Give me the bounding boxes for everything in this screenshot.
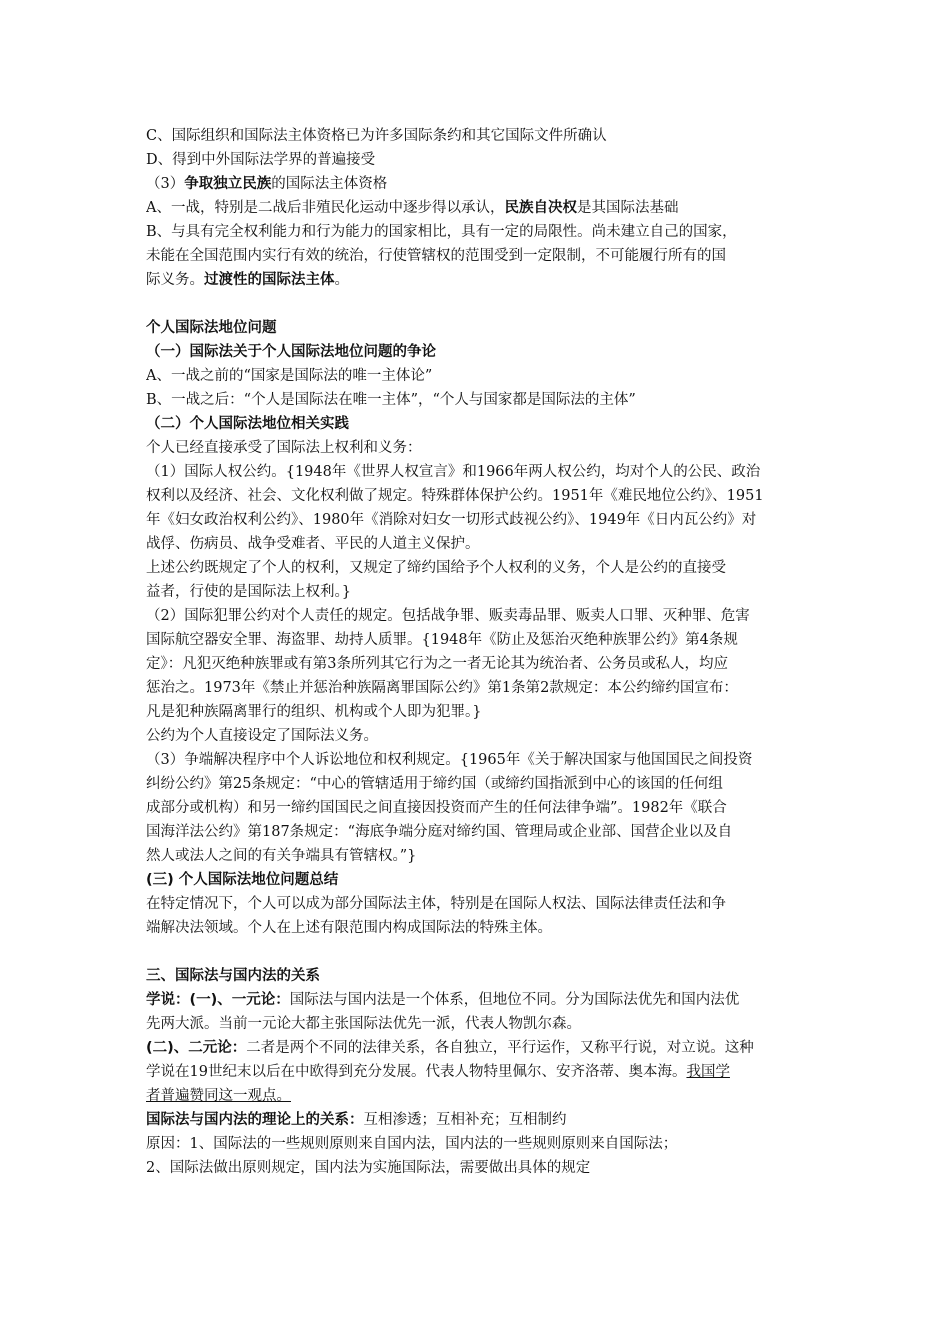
- line-text: 年《妇女政治权利公约》、1980年《消除对妇女一切形式歧视公约》、1949年《日内瓦公约》对: [146, 512, 757, 528]
- line-text: 惩治之。1973年《禁止并惩治种族隔离罪国际公约》第1条第2款规定：本公约缔约国宣布：: [146, 680, 738, 696]
- text-line: [146, 892, 810, 916]
- line-text: A、一战之前的“国家是国际法的唯一主体论”: [146, 368, 433, 384]
- line-text: 二者是两个不同的法律关系，各自独立，平行运作，又称平行说，对立说。这种: [246, 1040, 754, 1056]
- line-text: 战俘、伤病员、战争受难者、平民的人道主义保护。: [146, 536, 480, 552]
- line-text: 的国际法主体资格: [271, 176, 388, 192]
- text-line: [146, 748, 810, 772]
- line-text: 凡是犯种族隔离罪行的组织、机构或个人即为犯罪。}: [146, 704, 482, 720]
- text-line: [146, 148, 810, 172]
- text-line: [146, 580, 810, 604]
- line-text: 原因：1、国际法的一些规则原则来自国内法，国内法的一些规则原则来自国际法；: [146, 1136, 678, 1152]
- line-text: 国际航空器安全罪、海盗罪、劫持人质罪。{1948年《防止及惩治灭绝种族罪公约》第4条规: [146, 632, 738, 648]
- text-line: [146, 676, 810, 700]
- text-line: [146, 820, 810, 844]
- line-text: 定》：凡犯灭绝种族罪或有第3条所列其它行为之一者无论其为统治者、公务员或私人，均应: [146, 656, 728, 672]
- line-text: 然人或法人之间的有关争端具有管辖权。”}: [146, 848, 417, 864]
- text-line: [146, 124, 810, 148]
- section-heading: 个人国际法地位问题: [146, 320, 277, 336]
- text-line: [146, 1156, 810, 1180]
- bold-text: 国际法与国内法的理论上的关系：: [146, 1112, 364, 1128]
- text-line: [146, 1012, 810, 1036]
- bold-text: 争取独立民族: [184, 176, 272, 192]
- line-text: （3）: [146, 176, 185, 192]
- text-line: [146, 508, 810, 532]
- text-line: [146, 532, 810, 556]
- text-line: [146, 724, 810, 748]
- text-line: [146, 1060, 810, 1084]
- bold-text: (二)、二元论：: [146, 1040, 247, 1056]
- line-text: 纠纷公约》第25条规定：“中心的管辖适用于缔约国（或缔约国指派到中心的该国的任何组: [146, 776, 723, 792]
- text-line: [146, 1108, 810, 1132]
- line-text: （3）争端解决程序中个人诉讼地位和权利规定。{1965年《关于解决国家与他国国民之间投资: [146, 752, 753, 768]
- line-text: 权利以及经济、社会、文化权利做了规定。特殊群体保护公约。1951年《难民地位公约》、1951: [146, 488, 764, 504]
- line-text: 国际法与国内法是一个体系，但地位不同。分为国际法优先和国内法优: [289, 992, 740, 1008]
- text-line: [146, 244, 810, 268]
- text-line: [146, 844, 810, 868]
- text-line: [146, 796, 810, 820]
- text-line: [146, 628, 810, 652]
- text-line: [146, 484, 810, 508]
- text-line: [146, 772, 810, 796]
- text-line: [146, 220, 810, 244]
- line-text: （2）国际犯罪公约对个人责任的规定。包括战争罪、贩卖毒品罪、贩卖人口罪、灭种罪、危害: [146, 608, 750, 624]
- underlined-text: 我国学: [686, 1064, 730, 1080]
- line-text: 是其国际法基础: [576, 200, 679, 216]
- bold-text: 民族自决权: [504, 200, 577, 216]
- line-text: （1）国际人权公约。{1948年《世界人权宣言》和1966年两人权公约，均对个人的公民、政治: [146, 464, 761, 480]
- line-text: 际义务。: [146, 272, 204, 288]
- text-line: [146, 196, 810, 220]
- document-page: [146, 124, 810, 1180]
- text-line: [146, 1036, 810, 1060]
- line-text: A、一战，特别是二战后非殖民化运动中逐步得以承认，: [146, 200, 505, 216]
- text-line: [146, 460, 810, 484]
- paragraph-gap: [146, 940, 810, 964]
- subsection-heading: (三) 个人国际法地位问题总结: [146, 872, 339, 888]
- line-text: 先两大派。当前一元论大都主张国际法优先一派，代表人物凯尔森。: [146, 1016, 581, 1032]
- line-text: 互相渗透；互相补充；互相制约: [363, 1112, 567, 1128]
- text-line: [146, 604, 810, 628]
- text-line: [146, 1084, 810, 1108]
- line-text: 成部分或机构）和另一缔约国国民之间直接因投资而产生的任何法律争端”。1982年《联合: [146, 800, 727, 816]
- underlined-text: 者普遍赞同这一观点。: [146, 1088, 291, 1104]
- line-text: 个人已经直接承受了国际法上权利和义务：: [146, 440, 422, 456]
- line-text: 。: [334, 272, 349, 288]
- text-line: [146, 700, 810, 724]
- text-line: [146, 364, 810, 388]
- line-text: 学说在19世纪末以后在中欧得到充分发展。代表人物特里佩尔、安齐洛蒂、奥本海。: [146, 1064, 687, 1080]
- subsection-heading: （二）个人国际法地位相关实践: [146, 416, 349, 432]
- subsection-heading: （一）国际法关于个人国际法地位问题的争论: [146, 344, 436, 360]
- text-line: [146, 556, 810, 580]
- text-line: [146, 268, 810, 292]
- line-text: B、一战之后：“个人是国际法在唯一主体”，“个人与国家都是国际法的主体”: [146, 392, 636, 408]
- line-text: 国海洋法公约》第187条规定：“海底争端分庭对缔约国、管理局或企业部、国营企业以及自: [146, 824, 733, 840]
- line-text: 公约为个人直接设定了国际法义务。: [146, 728, 378, 744]
- text-line: [146, 916, 810, 940]
- text-line: [146, 388, 810, 412]
- line-text: D、得到中外国际法学界的普遍接受: [146, 152, 376, 168]
- line-text: 2、国际法做出原则规定，国内法为实施国际法，需要做出具体的规定: [146, 1160, 591, 1176]
- bold-text: 过渡性的国际法主体: [204, 272, 335, 288]
- paragraph-gap: [146, 292, 810, 316]
- text-line: [146, 436, 810, 460]
- line-text: 益者，行使的是国际法上权利。}: [146, 584, 351, 600]
- line-text: 在特定情况下，个人可以成为部分国际法主体，特别是在国际人权法、国际法律责任法和争: [146, 896, 726, 912]
- text-line: [146, 988, 810, 1012]
- text-line: [146, 652, 810, 676]
- line-text: 未能在全国范围内实行有效的统治，行使管辖权的范围受到一定限制，不可能履行所有的国: [146, 248, 726, 264]
- section-heading: 三、国际法与国内法的关系: [146, 968, 320, 984]
- line-text: C、国际组织和国际法主体资格已为许多国际条约和其它国际文件所确认: [146, 128, 607, 144]
- text-line: [146, 172, 810, 196]
- line-text: B、与具有完全权利能力和行为能力的国家相比，具有一定的局限性。尚未建立自己的国家，: [146, 224, 737, 240]
- line-text: 端解决法领域。个人在上述有限范围内构成国际法的特殊主体。: [146, 920, 552, 936]
- line-text: 上述公约既规定了个人的权利，又规定了缔约国给予个人权利的义务，个人是公约的直接受: [146, 560, 726, 576]
- bold-text: 学说：(一)、一元论：: [146, 992, 290, 1008]
- text-line: [146, 1132, 810, 1156]
